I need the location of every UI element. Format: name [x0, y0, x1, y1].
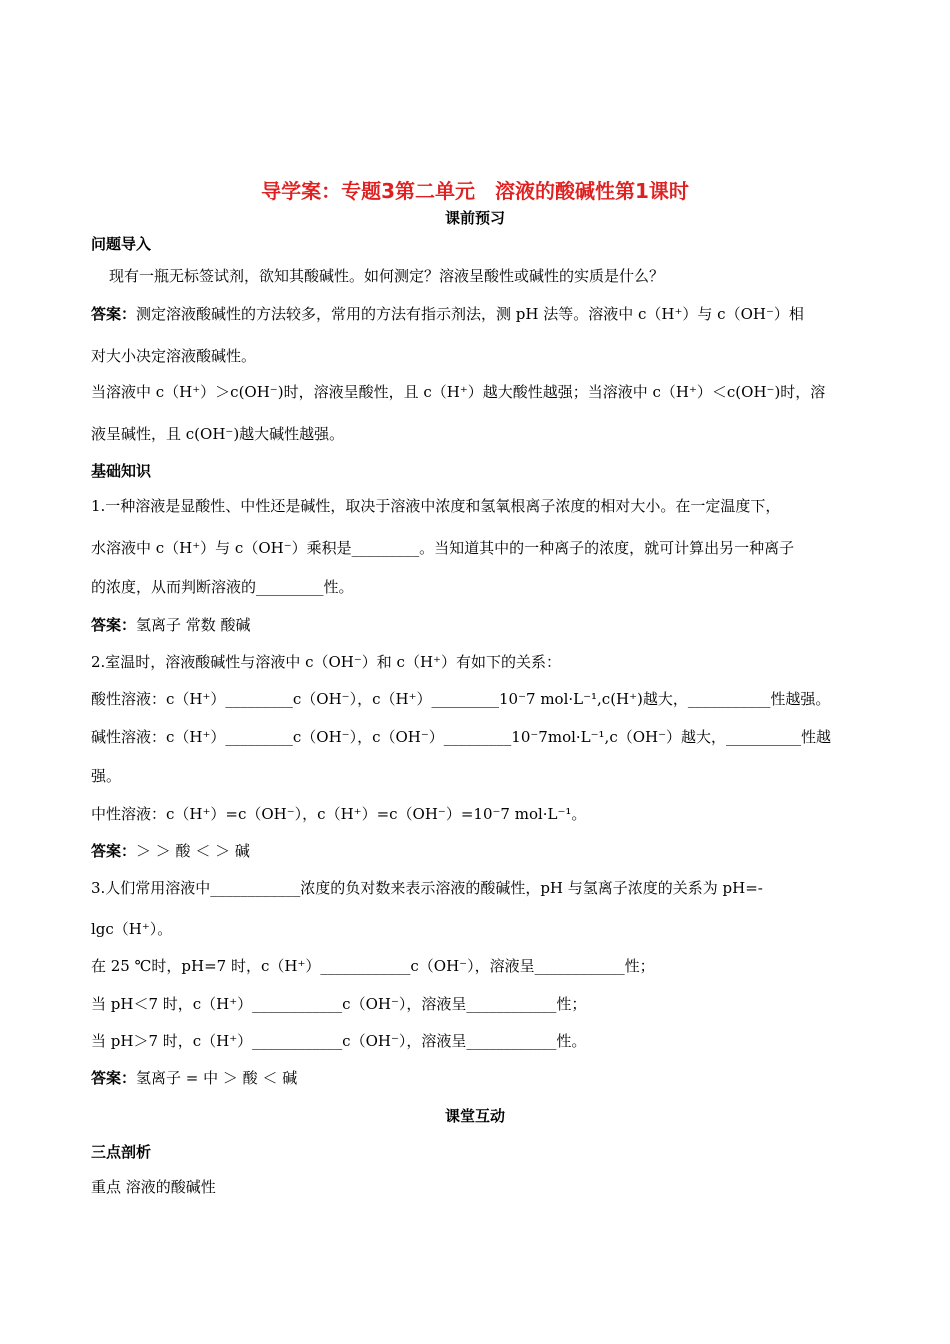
heading-basic-knowledge: 基础知识 [91, 462, 152, 480]
document-title: 导学案：专题3第二单元 溶液的酸碱性第1课时 [261, 179, 689, 203]
answer-1-line-3: 当溶液中 c（H⁺）＞c(OH⁻)时，溶液呈酸性，且 c（H⁺）越大酸性越强；当溶液中 c（H⁺）＜c(OH⁻)时，溶 [91, 383, 826, 401]
question-text: 现有一瓶无标签试剂，欲知其酸碱性。如何测定？溶液呈酸性或碱性的实质是什么？ [109, 267, 665, 285]
item-3-line-2: lgc（H⁺）。 [91, 920, 173, 938]
item-3-line-1: 3.人们常用溶液中____________浓度的负对数来表示溶液的酸碱性，pH 与氢离子浓度的关系为 pH=- [91, 879, 763, 897]
item-3-line-5: 当 pH＞7 时，c（H⁺）____________c（OH⁻），溶液呈____________性。 [91, 1032, 587, 1050]
answer-3: 答案：＞ ＞ 酸 ＜ ＞ 碱 [91, 842, 250, 860]
heading-question-intro: 问题导入 [91, 235, 152, 253]
answer-1-line-2: 对大小决定溶液酸碱性。 [91, 347, 257, 365]
answer-label: 答案： [91, 842, 137, 860]
focus-line: 重点 溶液的酸碱性 [91, 1178, 216, 1196]
item-2-line-5: 中性溶液：c（H⁺）=c（OH⁻），c（H⁺）=c（OH⁻）=10⁻7 mol·L⁻¹。 [91, 805, 587, 823]
item-1-line-1: 1.一种溶液是显酸性、中性还是碱性，取决于溶液中浓度和氢氧根离子浓度的相对大小。在一定温度下， [91, 497, 781, 515]
answer-label: 答案： [91, 616, 137, 634]
section-heading-classroom: 课堂互动 [444, 1107, 505, 1125]
heading-three-points: 三点剖析 [91, 1143, 152, 1161]
item-3-line-4: 当 pH＜7 时，c（H⁺）____________c（OH⁻），溶液呈____________性； [91, 995, 587, 1013]
item-2-line-3: 碱性溶液：c（H⁺）_________c（OH⁻），c（OH⁻）_________10⁻7mol·L⁻¹,c（OH⁻）越大，__________性越 [91, 728, 832, 746]
item-3-line-3: 在 25 ℃时，pH=7 时，c（H⁺）____________c（OH⁻），溶液呈____________性； [91, 957, 655, 975]
answer-label: 答案： [91, 305, 137, 323]
answer-2: 答案：氢离子 常数 酸碱 [91, 616, 251, 634]
answer-label: 答案： [91, 1069, 137, 1087]
item-1-line-2: 水溶液中 c（H⁺）与 c（OH⁻）乘积是_________。当知道其中的一种离子的浓度，就可计算出另一种离子 [91, 539, 795, 557]
item-2-line-1: 2.室温时，溶液酸碱性与溶液中 c（OH⁻）和 c（H⁺）有如下的关系： [91, 653, 561, 671]
answer-1-line-4: 液呈碱性，且 c(OH⁻)越大碱性越强。 [91, 425, 345, 443]
item-2-line-2: 酸性溶液：c（H⁺）_________c（OH⁻），c（H⁺）_________10⁻7 mol·L⁻¹,c(H⁺)越大，___________性越强。 [91, 690, 831, 708]
answer-4: 答案：氢离子 = 中 ＞ 酸 ＜ 碱 [91, 1069, 298, 1087]
item-1-line-3: 的浓度，从而判断溶液的_________性。 [91, 578, 354, 596]
answer-1-line-1: 答案：测定溶液酸碱性的方法较多，常用的方法有指示剂法，测 pH 法等。溶液中 c（H⁺）与 c（OH⁻）相 [91, 305, 804, 323]
section-heading-preview: 课前预习 [444, 209, 505, 227]
item-2-line-4: 强。 [91, 767, 122, 785]
